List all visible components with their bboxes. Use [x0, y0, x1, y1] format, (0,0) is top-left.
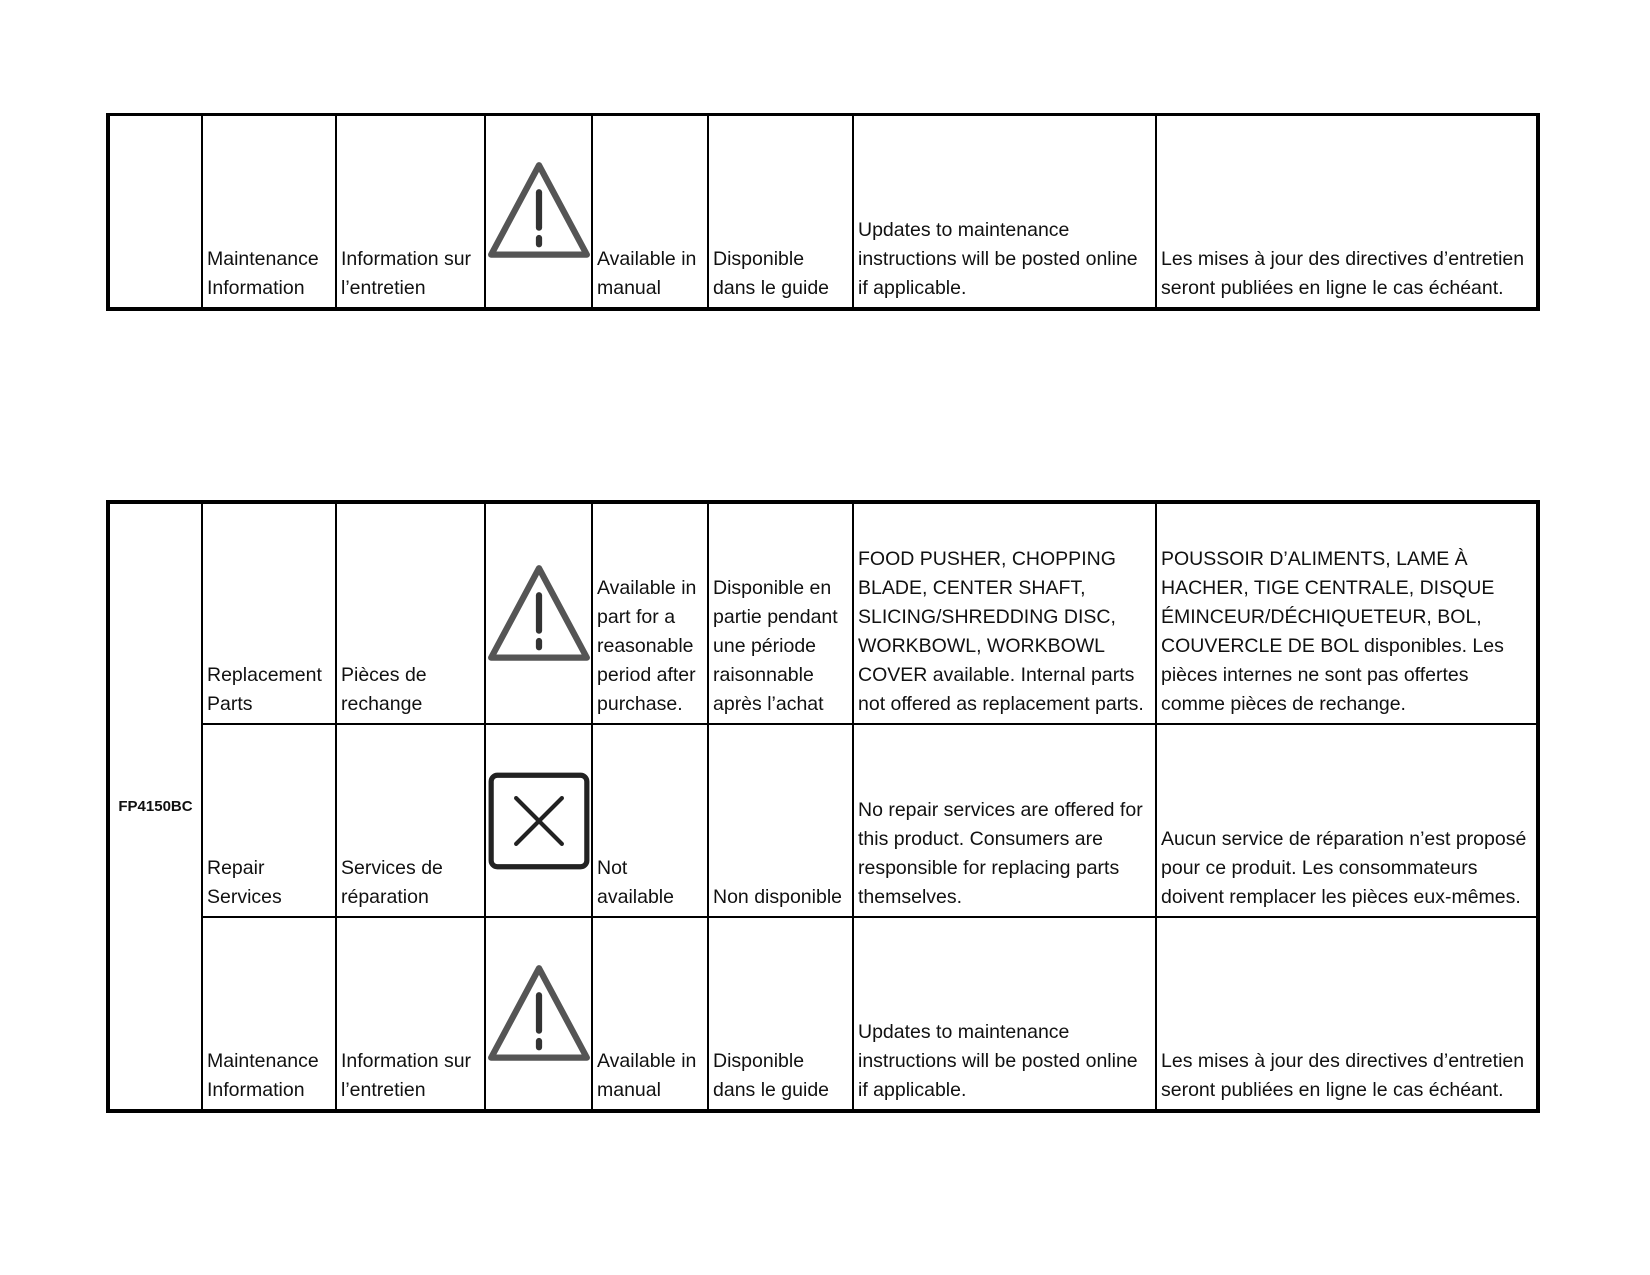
topic-fr-cell: Information sur l’entretien [336, 917, 485, 1111]
status-icon-cell [485, 724, 592, 917]
status-en-cell: Available in manual [592, 917, 708, 1111]
details-fr-cell: Les mises à jour des directives d’entretien seront publiées en ligne le cas échéant. [1156, 115, 1538, 309]
topic-en-cell: Replacement Parts [202, 502, 336, 724]
top-info-table [106, 113, 1540, 311]
details-en-cell: FOOD PUSHER, CHOPPING BLADE, CENTER SHAFT, SLICING/SHREDDING DISC, WORKBOWL, WORKBOWL COVER available. Internal parts not offered as replacement parts. [853, 502, 1156, 724]
status-en-cell: Available in manual [592, 115, 708, 309]
table-row [108, 502, 1538, 724]
warning-triangle-icon [486, 562, 591, 666]
status-fr-cell: Disponible en partie pendant une période raisonnable après l’achat [708, 502, 853, 724]
warning-triangle-icon [486, 962, 591, 1066]
table-row [108, 917, 1538, 1111]
topic-fr-cell: Pièces de rechange [336, 502, 485, 724]
topic-en-cell: Repair Services [202, 724, 336, 917]
status-en-cell: Not available [592, 724, 708, 917]
details-fr-cell: Les mises à jour des directives d’entretien seront publiées en ligne le cas échéant. [1156, 917, 1538, 1111]
table-row [108, 724, 1538, 917]
status-fr-cell: Disponible dans le guide [708, 115, 853, 309]
details-en-cell: Updates to maintenance instructions will be posted online if applicable. [853, 917, 1156, 1111]
table-row [108, 115, 1538, 309]
topic-en-cell: Maintenance Information [202, 115, 336, 309]
details-en-cell: Updates to maintenance instructions will be posted online if applicable. [853, 115, 1156, 309]
fp4150bc-info-table [106, 500, 1540, 1113]
details-en-cell: No repair services are offered for this product. Consumers are responsible for replacing parts themselves. [853, 724, 1156, 917]
details-fr-cell: POUSSOIR D’ALIMENTS, LAME À HACHER, TIGE CENTRALE, DISQUE ÉMINCEUR/DÉCHIQUETEUR, BOL, COUVERCLE DE BOL disponibles. Les pièces internes ne sont pas offertes comme pièces de rechange. [1156, 502, 1538, 724]
x-box-icon [486, 769, 591, 873]
warning-triangle-icon [486, 159, 591, 263]
status-icon-cell [485, 917, 592, 1111]
status-fr-cell: Non disponible [708, 724, 853, 917]
topic-fr-cell: Information sur l’entretien [336, 115, 485, 309]
model-cell: FP4150BC [108, 502, 202, 1111]
topic-en-cell: Maintenance Information [202, 917, 336, 1111]
status-icon-cell [485, 502, 592, 724]
model-cell [108, 115, 202, 309]
status-fr-cell: Disponible dans le guide [708, 917, 853, 1111]
topic-fr-cell: Services de réparation [336, 724, 485, 917]
status-en-cell: Available in part for a reasonable period after purchase. [592, 502, 708, 724]
details-fr-cell: Aucun service de réparation n’est proposé pour ce produit. Les consommateurs doivent remplacer les pièces eux-mêmes. [1156, 724, 1538, 917]
status-icon-cell [485, 115, 592, 309]
